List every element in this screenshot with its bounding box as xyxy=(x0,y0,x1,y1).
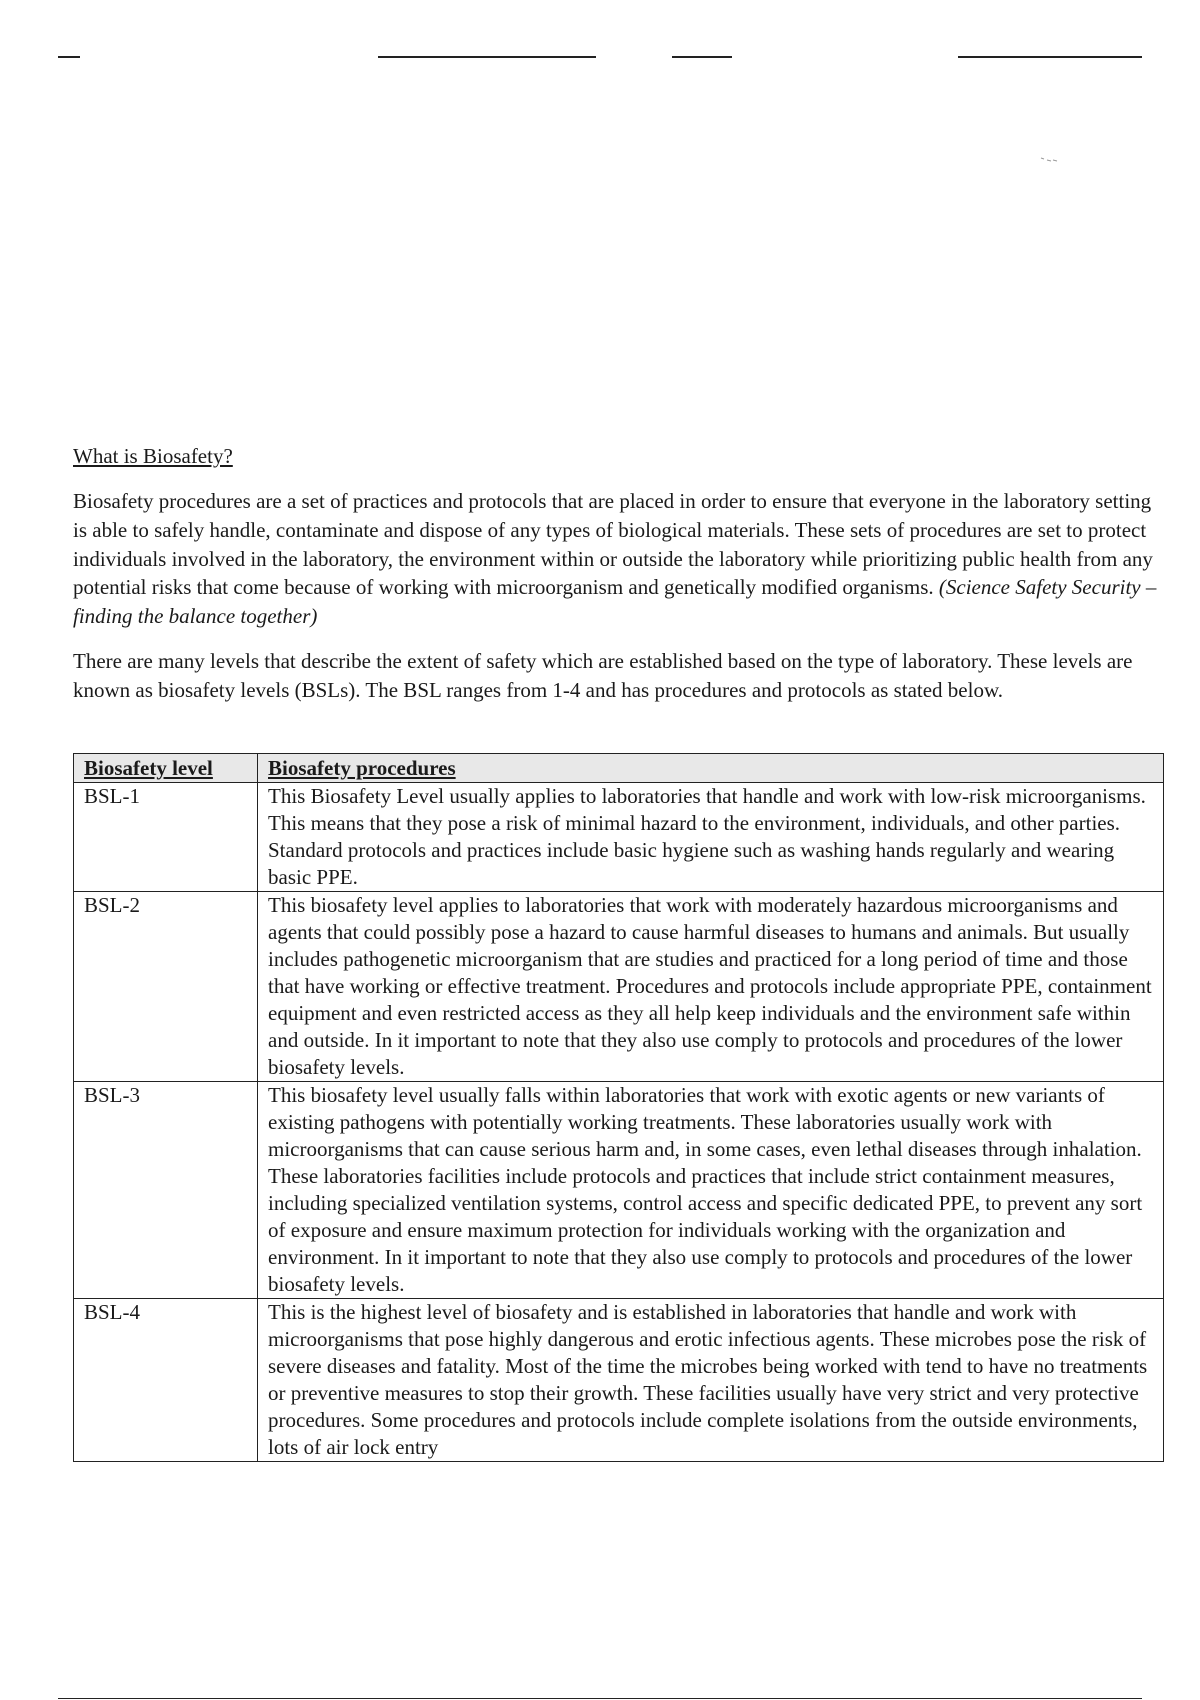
citation: (Science Safety Security – finding the balance together) xyxy=(73,575,1157,629)
table-row xyxy=(74,1299,1164,1462)
procedures-cell xyxy=(258,1299,1164,1462)
table-header-row xyxy=(74,754,1164,783)
level-cell: BSL-2 xyxy=(74,892,258,1082)
procedures-text: This is the highest level of biosafety and is established in laboratories that handle and work with microorganisms that pose highly dangerous and erotic infectious agents. These microbes pose the risk of severe diseases and fatality. Most of the time the microbes being worked with tend to have no treatments or preventive measures to stop their growth. These facilities usually have very strict and very protective procedures. Some procedures and protocols include complete isolations from the outside environments, lots of air lock entry xyxy=(268,1300,1148,1459)
header-rule-1 xyxy=(58,56,80,58)
level-cell: BSL-4 xyxy=(74,1299,258,1462)
procedures-cell: This biosafety level usually falls within laboratories that work with exotic agents or new variants of existing pathogens with potentially working treatments. These laboratories usually work with microorganisms that can cause serious harm and, in some cases, even lethal diseases through inhalation. These laboratories facilities include protocols and practices that include strict containment measures, including specialized ventilation systems, control access and specific dedicated PPE, to prevent any sort of exposure and ensure maximum protection for individuals working with the organization and environment. In it important to note that they also use comply to protocols and procedures of the lower biosafety levels. xyxy=(258,1082,1164,1299)
header-rule-3 xyxy=(672,56,732,58)
levels-paragraph: There are many levels that describe the extent of safety which are established based on the type of laboratory. These levels are known as biosafety levels (BSLs). The BSL ranges from 1-4 and has procedures and protocols as stated below. xyxy=(73,649,1133,702)
table-row xyxy=(74,1082,1164,1299)
procedures-cell: This biosafety level applies to laboratories that work with moderately hazardous microorganisms and agents that could possibly pose a hazard to cause harmful diseases to humans and animals. But usually includes pathogenetic microorganism that are studies and practiced for a long period of time and those that have working or effective treatment. Procedures and protocols include appropriate PPE, containment equipment and even restricted access as they all help keep individuals and the environment safe within and outside. In it important to note that they also use comply to protocols and procedures of the lower biosafety levels. xyxy=(258,892,1164,1082)
section-heading: What is Biosafety? xyxy=(73,444,233,468)
header-rule-4 xyxy=(958,56,1142,58)
footer-rule xyxy=(58,1698,1142,1699)
procedures-cell: This Biosafety Level usually applies to laboratories that handle and work with low-risk microorganisms. This means that they pose a risk of minimal hazard to the environment, individuals, and other parties. Standard protocols and practices include basic hygiene such as washing hands regularly and wearing basic PPE. xyxy=(258,783,1164,892)
level-cell: BSL-3 xyxy=(74,1082,258,1299)
table-row xyxy=(74,783,1164,892)
header-biosafety-level: Biosafety level xyxy=(74,754,258,783)
level-cell: BSL-1 xyxy=(74,783,258,892)
intro-paragraph xyxy=(73,487,1163,631)
header-rule-2 xyxy=(378,56,596,58)
biosafety-table xyxy=(73,753,1164,1462)
intro-text: Biosafety procedures are a set of practices and protocols that are placed in order to ensure that everyone in the laboratory setting is able to safely handle, contaminate and dispose of any types of biological materials. These sets of procedures are set to protect individuals involved in the laboratory, the environment within or outside the laboratory while prioritizing public health from any potential risks that come because of working with microorganism and genetically modified organisms. xyxy=(73,489,1153,600)
stray-mark xyxy=(1040,156,1058,162)
header-biosafety-procedures: Biosafety procedures xyxy=(258,754,1164,783)
table-row xyxy=(74,892,1164,1082)
